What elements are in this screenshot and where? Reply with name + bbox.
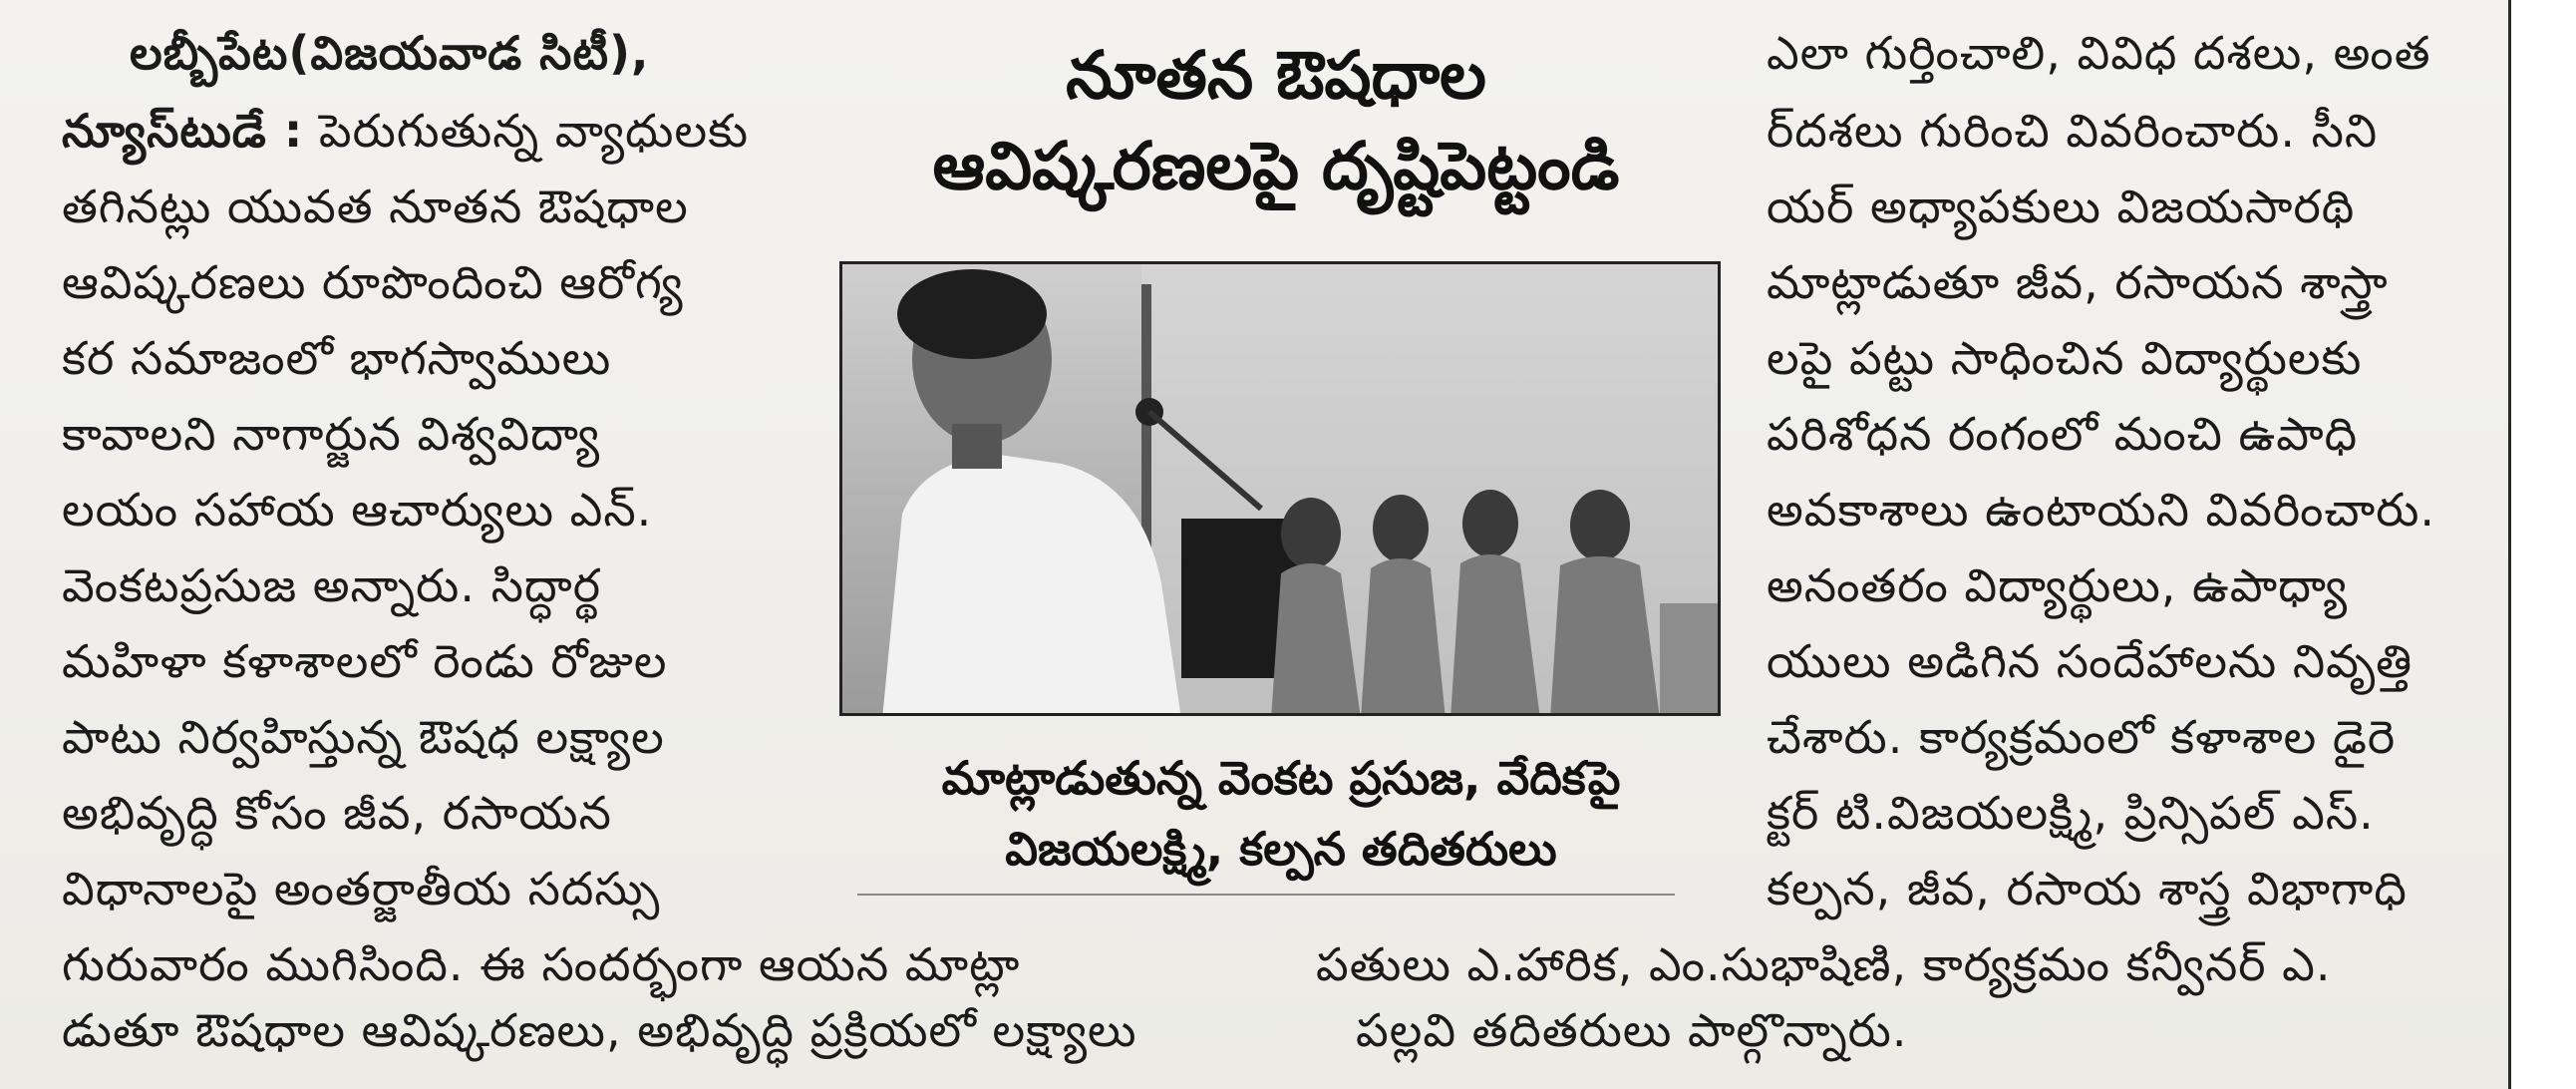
caption-line: విజయలక్ష్మి, కల్పన తదితరులు xyxy=(1005,822,1557,877)
headline xyxy=(867,30,1685,211)
body-right-line: కల్పన, జీవ, రసాయ శాస్త్ర విభాగాధి xyxy=(1767,862,2408,915)
body-right-line: ర్‌దశలు గురించి వివరించారు. సీని xyxy=(1767,104,2379,158)
body-right-line: ఎలా గుర్తించాలి, వివిధ దశలు, అంత xyxy=(1767,26,2431,80)
body-right-line: యర్ అధ్యాపకులు విజయసారథి xyxy=(1767,180,2356,233)
body-right-line: అనంతరం విద్యార్థులు, ఉపాధ్యా xyxy=(1767,558,2349,612)
body-left-line: పెరుగుతున్న వ్యాధులకు xyxy=(318,104,750,158)
photo-caption xyxy=(857,743,1705,886)
body-left-line: లయం సహాయ ఆచార్యులు ఎన్. xyxy=(62,483,653,537)
caption-line: మాట్లాడుతున్న వెంకట ప్రసుజ, వేదికపై xyxy=(941,751,1621,805)
body-left-line: విధానాలపై అంతర్జాతీయ సదస్సు xyxy=(62,862,661,915)
body-right-line: పల్లవి తదితరులు పాల్గొన్నారు. xyxy=(1356,1003,1908,1057)
dateline-place: లబ్బీపేట(విజయవాడ సిటీ), xyxy=(130,26,650,80)
body-left-line: కర సమాజంలో భాగస్వాములు xyxy=(62,331,612,385)
body-right-line: క్టర్ టి.విజయలక్ష్మి, ప్రిన్సిపల్ ఎస్. xyxy=(1767,786,2375,840)
body-right-line: చేశారు. కార్యక్రమంలో కళాశాల డైరె xyxy=(1767,710,2397,764)
body-right-line: లపై పట్టు సాధించిన విద్యార్థులకు xyxy=(1767,331,2363,385)
headline-line: ఆవిష్కరణలపై దృష్టిపెట్టండి xyxy=(932,128,1620,205)
body-left-line: పాటు నిర్వహిస్తున్న ఔషధ లక్ష్యాల xyxy=(62,710,665,764)
headline-line: నూతన ఔషధాల xyxy=(1066,37,1486,114)
body-right-line: అవకాశాలు ఉంటాయని వివరించారు. xyxy=(1767,483,2436,537)
body-left-line: ఆవిష్కరణలు రూపొందించి ఆరోగ్య xyxy=(62,255,684,309)
body-left-line: గురువారం ముగిసింది. ఈ సందర్భంగా ఆయన మాట్లా xyxy=(62,937,1021,991)
body-right-line: పతులు ఎ.హారిక, ఎం.సుభాషిణి, కార్యక్రమం కన్వీనర్ ఎ. xyxy=(1316,937,2332,991)
body-left-line: వెంకటప్రసుజ అన్నారు. సిద్ధార్థ xyxy=(62,558,601,612)
body-left-line: తగినట్లు యువత నూతన ఔషధాల xyxy=(62,180,689,233)
body-right-line: మాట్లాడుతూ జీవ, రసాయన శాస్త్రా xyxy=(1767,255,2389,309)
page-edge xyxy=(2508,0,2576,1089)
caption-divider xyxy=(857,894,1675,896)
news-photo xyxy=(839,261,1721,716)
dateline xyxy=(130,26,827,80)
dateline-row xyxy=(62,104,750,158)
body-right-line: పరిశోధన రంగంలో మంచి ఉపాధి xyxy=(1767,407,2359,461)
body-right-line: యులు అడిగిన సందేహాలను నివృత్తి xyxy=(1767,634,2414,688)
body-left-line: అభివృద్ధి కోసం జీవ, రసాయన xyxy=(62,786,612,840)
body-left-line: మహిళా కళాశాలలో రెండు రోజుల xyxy=(62,634,668,688)
body-left-line: డుతూ ఔషధాల ఆవిష్కరణలు, అభివృద్ధి ప్రక్రియలో లక్ష్యాలు xyxy=(62,1003,1137,1057)
dateline-agency: న్యూస్‌టుడే : xyxy=(62,104,304,158)
body-left-line: కావాలని నాగార్జున విశ్వవిద్యా xyxy=(62,407,601,461)
